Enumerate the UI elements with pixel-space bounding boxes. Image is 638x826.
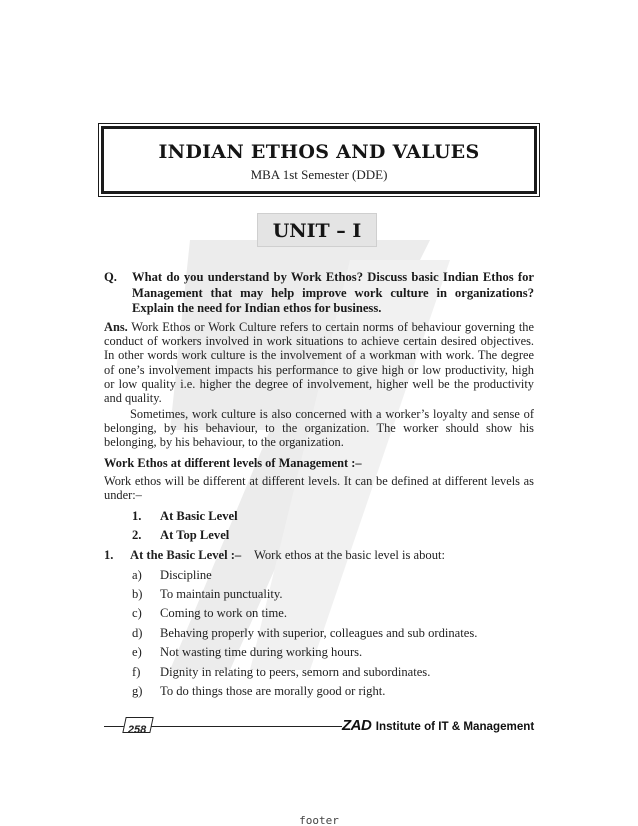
answer-label: Ans. <box>104 320 128 334</box>
basic-level-text: Work ethos at the basic level is about: <box>254 548 445 562</box>
section-heading: Work Ethos at different levels of Management :– <box>104 456 362 470</box>
list-item-key: b) <box>132 587 143 601</box>
book-subtitle: MBA 1st Semester (DDE) <box>250 167 388 182</box>
list-item-text: To maintain punctuality. <box>160 587 283 601</box>
list-item-key: a) <box>132 568 142 582</box>
level-label: At Basic Level <box>160 509 238 523</box>
list-item-key: f) <box>132 665 141 679</box>
list-item-text: Not wasting time during working hours. <box>160 645 363 659</box>
level-label: At Top Level <box>160 528 230 542</box>
page-footer-text: footer <box>299 814 339 826</box>
answer-text-1: Work Ethos or Work Culture refers to certain norms of behaviour governing the conduct of workers involved in work situations to achieve certain desired objectives. In other words work culture is the involvement of a workman with work. The degree of one’s involvement impacts his performance to give high or low productivity, high or low quality i.e. higher the degree of involvement, higher well be the productivity and quality. <box>104 320 535 406</box>
list-item-text: Dignity in relating to peers, semorn and subordinates. <box>160 665 431 679</box>
footer-rule-middle <box>151 726 342 727</box>
question-block <box>104 270 534 317</box>
question-text: What do you understand by Work Ethos? Discuss basic Indian Ethos for Management that may help improve work culture in organizations? Explain the need for Indian ethos for business. <box>132 270 534 315</box>
list-item-key: g) <box>132 684 143 698</box>
title-box <box>101 126 537 194</box>
unit-heading-box <box>257 213 377 247</box>
book-title: INDIAN ETHOS AND VALUES <box>158 141 480 163</box>
list-item-text: Behaving properly with superior, colleagues and sub ordinates. <box>160 626 478 640</box>
list-item-text: Coming to work on time. <box>160 606 287 620</box>
answer-paragraph-2: Sometimes, work culture is also concerned with a worker’s loyalty and sense of belonging, by his behaviour, to the organization. The worker should show his belonging, by his behaviour, to the organization. <box>104 407 534 450</box>
level-number: 2. <box>132 528 142 542</box>
brand-name: Institute of IT & Management <box>375 720 535 733</box>
basic-level-title: At the Basic Level :– <box>130 548 242 562</box>
unit-heading: UNIT – I <box>272 220 362 242</box>
list-item-text: Discipline <box>160 568 212 582</box>
question-label: Q. <box>104 270 117 284</box>
list-item-key: e) <box>132 645 142 659</box>
level-number: 1. <box>132 509 142 523</box>
page-number-badge <box>122 717 153 736</box>
brand-logo: ZAD <box>342 717 372 734</box>
publisher-brand <box>342 717 534 735</box>
list-item-key: d) <box>132 626 143 640</box>
list-item-key: c) <box>132 606 142 620</box>
basic-level-number: 1. <box>104 548 114 562</box>
page-number: 258 <box>127 724 147 736</box>
section-intro: Work ethos will be different at different levels. It can be defined at different levels as under:– <box>104 474 534 503</box>
answer-paragraph-1 <box>104 320 534 405</box>
list-item-text: To do things those are morally good or right. <box>160 684 386 698</box>
